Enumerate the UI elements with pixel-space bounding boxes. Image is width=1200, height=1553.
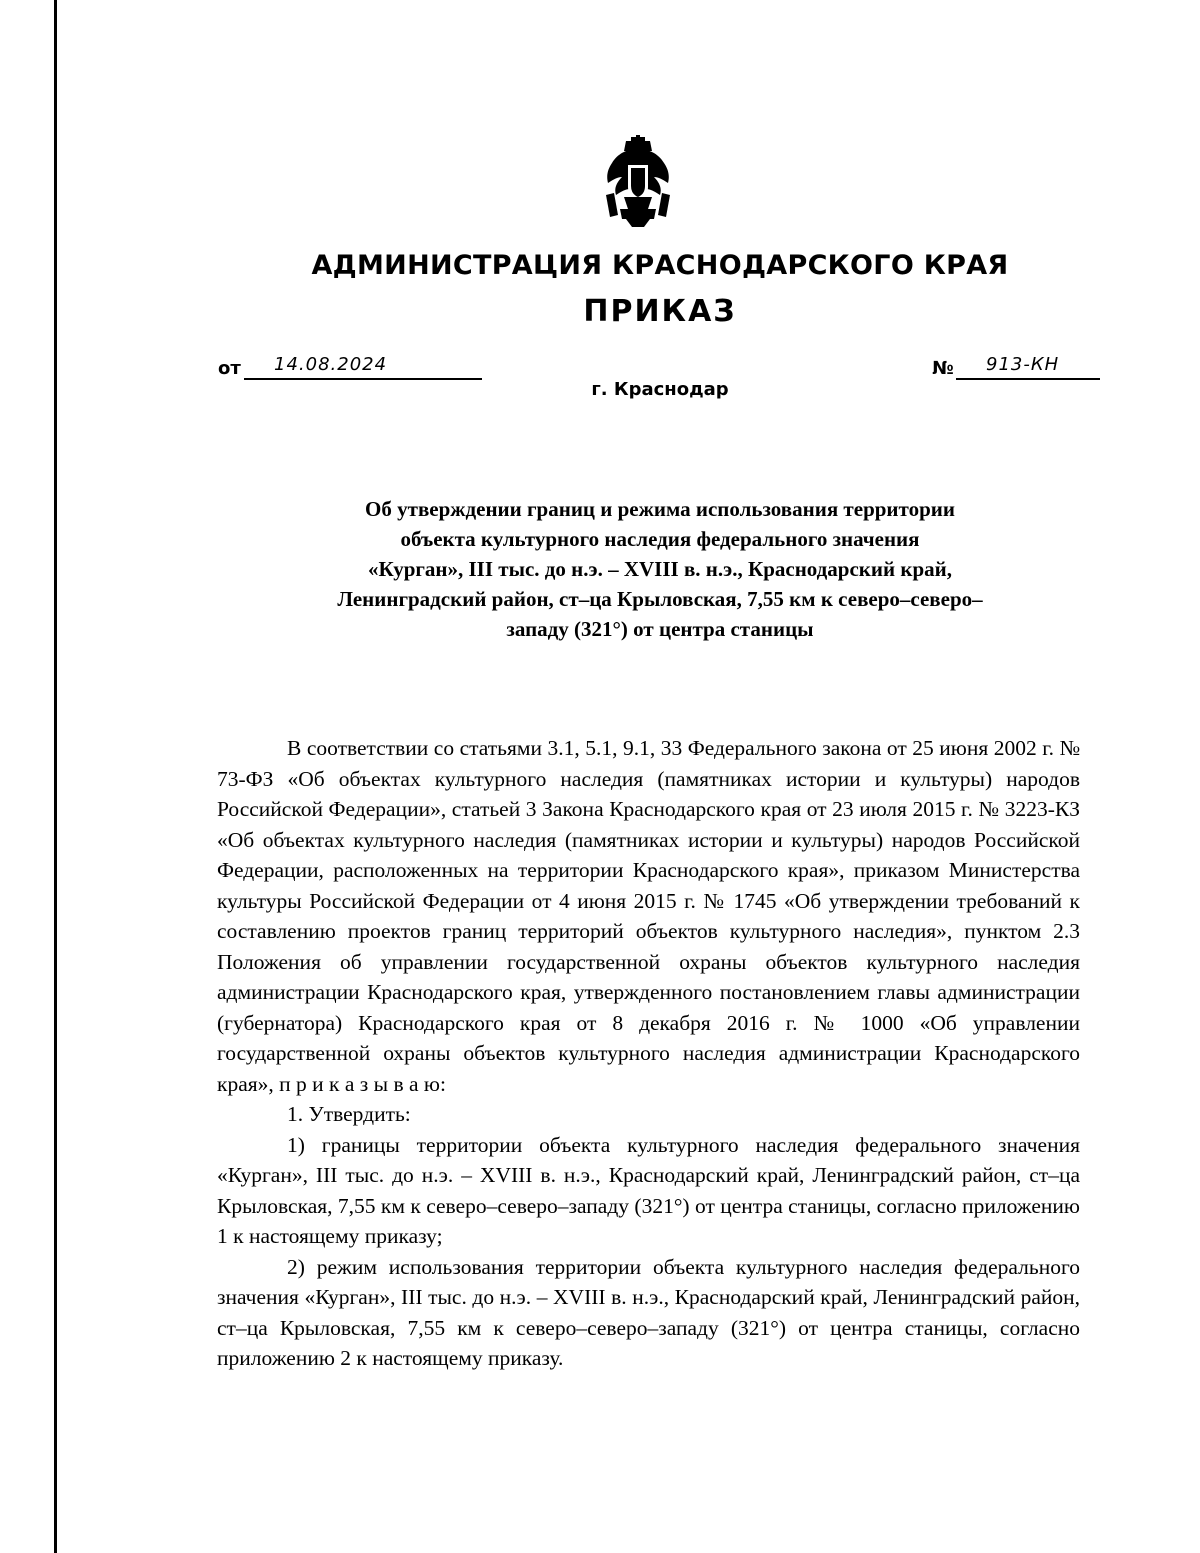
coat-of-arms-emblem (604, 135, 672, 227)
handwritten-date: 14.08.2024 (274, 354, 388, 375)
subject-line: Ленинградский район, ст–ца Крыловская, 7,55 км к северо–северо– (337, 587, 983, 611)
subject-line: Об утверждении границ и режима использования территории (365, 497, 955, 521)
date-prefix-label: от (218, 358, 241, 379)
item-1-2: 2) режим использования территории объекта культурного наследия федерального значения «Курган», III тыс. до н.э. – XVIII в. н.э., Краснодарский край, Ленинградский район, ст–ца Крыловская, 7,55 км к северо–северо–западу (321°) от центра станицы, согласно приложению 2 к настоящему приказу. (217, 1254, 1080, 1370)
preamble-paragraph (217, 733, 1080, 1099)
number-sign-label: № (932, 358, 954, 379)
document-subject (230, 494, 1090, 644)
subject-line: объекта культурного наследия федерального значения (400, 527, 920, 551)
city-label: г. Краснодар (591, 379, 729, 400)
item-1: 1. Утвердить: (287, 1102, 411, 1126)
subject-line: западу (321°) от центра станицы (506, 617, 814, 641)
page-left-border (54, 0, 57, 1553)
order-word: п р и к а з ы в а ю: (279, 1071, 446, 1096)
item-1-1: 1) границы территории объекта культурного наследия федерального значения «Курган», III тыс. до н.э. – XVIII в. н.э., Краснодарский край, Ленинградский район, ст–ца Крыловская, 7,55 км к северо–северо–западу (321°) от центра станицы, согласно приложению 1 к настоящему приказу; (217, 1132, 1080, 1248)
preamble-text: В соответствии со статьями 3.1, 5.1, 9.1, 33 Федерального закона от 25 июня 2002 г. № 73-ФЗ «Об объектах культурного наследия (памятниках истории и культуры) народов Российской Федерации», статьей 3 Закона Краснодарского края от 23 июля 2015 г. № 3223-КЗ «Об объектах культурного наследия (памятниках истории и культуры) народов Российской Федерации, расположенных на территории Краснодарского края», приказом Министерства культуры Российской Федерации от 4 июня 2015 г. № 1745 «Об утверждении требований к составлению проектов границ территорий объектов культурного наследия», пунктом 2.3 Положения об управлении государственной охраны объектов культурного наследия администрации Краснодарского края, утвержденного постановлением главы администрации (губернатора) Краснодарского края от 8 декабря 2016 г. № 1000 «Об управлении государственной охраны объектов культурного наследия администрации Краснодарского края», (217, 736, 1080, 1096)
handwritten-number: 913-КН (986, 354, 1060, 375)
organization-name: АДМИНИСТРАЦИЯ КРАСНОДАРСКОГО КРАЯ (311, 250, 1009, 281)
document-body (217, 733, 1080, 1374)
document-type-title: ПРИКАЗ (583, 294, 737, 329)
subject-line: «Курган», III тыс. до н.э. – XVIII в. н.э., Краснодарский край, (367, 557, 952, 581)
